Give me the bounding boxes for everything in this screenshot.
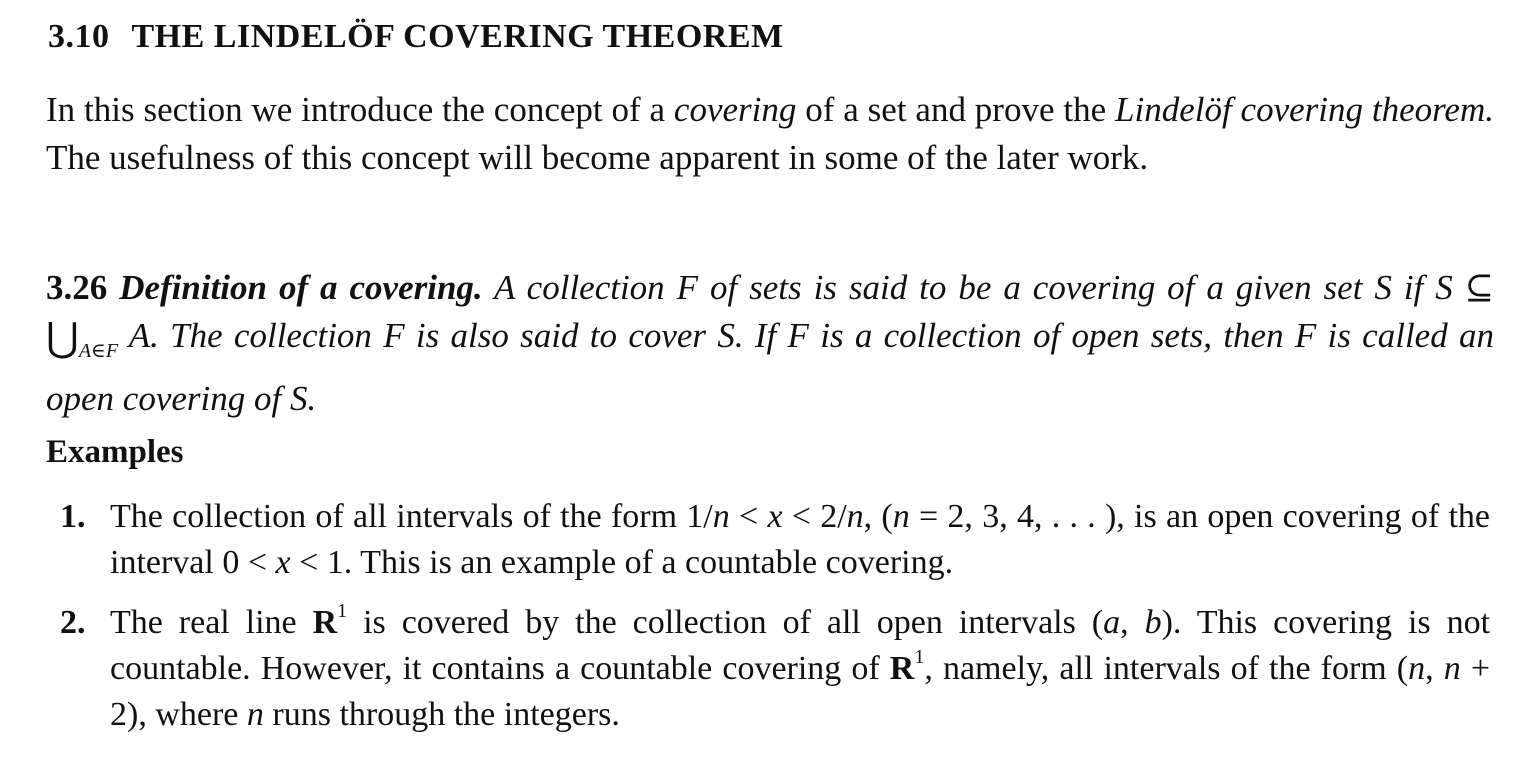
example-number: 2. (60, 604, 86, 641)
definition-title: Definition of a covering. (119, 268, 483, 307)
intro-text-2: of a set and prove the (796, 90, 1115, 129)
example-text: < 1. This is an example of a countable covering. (290, 544, 954, 581)
math-bold-R: R (312, 604, 338, 641)
example-text: < (729, 498, 768, 535)
example-item (60, 494, 1490, 586)
section-heading (48, 18, 784, 56)
example-text: , (1120, 604, 1145, 641)
example-text: = 2, 3, 4, . . . ), is an open covering of the interval 0 < (110, 498, 1490, 581)
math-var: n (846, 498, 864, 535)
union-subscript: A∈F (78, 340, 119, 362)
example-item (60, 600, 1490, 738)
example-number: 1. (60, 498, 86, 535)
math-var: a (1103, 604, 1121, 641)
example-text: ). This covering is not countable. However, it contains a countable covering of (110, 604, 1491, 687)
intro-text-1: In this section we introduce the concept of a (46, 90, 674, 129)
math-var: b (1144, 604, 1162, 641)
example-body (110, 600, 1490, 738)
math-var: n (1443, 650, 1461, 687)
definition-text-2: A. The collection F is also said to cover S. If F is a collection of open sets, then F is called an open covering of S. (46, 316, 1494, 418)
example-text: , ( (863, 498, 893, 535)
math-var: n (1408, 650, 1426, 687)
example-text: , (1425, 650, 1444, 687)
definition-text-1: A collection F of sets is said to be a covering of a given set S if S ⊆ (482, 268, 1494, 307)
examples-heading: Examples (46, 434, 184, 470)
example-body (110, 494, 1490, 586)
section-number: 3.10 (48, 18, 110, 55)
math-var: n (246, 696, 264, 733)
example-text: < 2/ (782, 498, 847, 535)
example-text: runs through the integers. (263, 696, 620, 733)
example-text: , namely, all intervals of the form ( (924, 650, 1409, 687)
math-var: x (767, 498, 783, 535)
math-bold-R: R (889, 650, 915, 687)
example-text: The real line (110, 604, 313, 641)
math-var: n (892, 498, 910, 535)
definition-paragraph (46, 264, 1494, 423)
intro-paragraph (46, 86, 1494, 182)
section-title: THE LINDELÖF COVERING THEOREM (131, 18, 784, 55)
example-text: is covered by the collection of all open intervals ( (347, 604, 1104, 641)
math-var: x (275, 544, 291, 581)
intro-theorem-name: Lindelöf covering theorem. (1115, 90, 1494, 129)
intro-term-covering: covering (673, 90, 797, 129)
definition-number: 3.26 (46, 268, 108, 307)
example-text: + 2), where (110, 650, 1490, 733)
math-superscript: 1 (914, 646, 925, 668)
math-superscript: 1 (337, 600, 348, 622)
big-union-symbol: ⋃ (46, 315, 79, 360)
intro-text-3: The usefulness of this concept will become apparent in some of the later work. (46, 138, 1149, 177)
example-text: The collection of all intervals of the form 1/ (110, 498, 713, 535)
math-var: n (712, 498, 730, 535)
